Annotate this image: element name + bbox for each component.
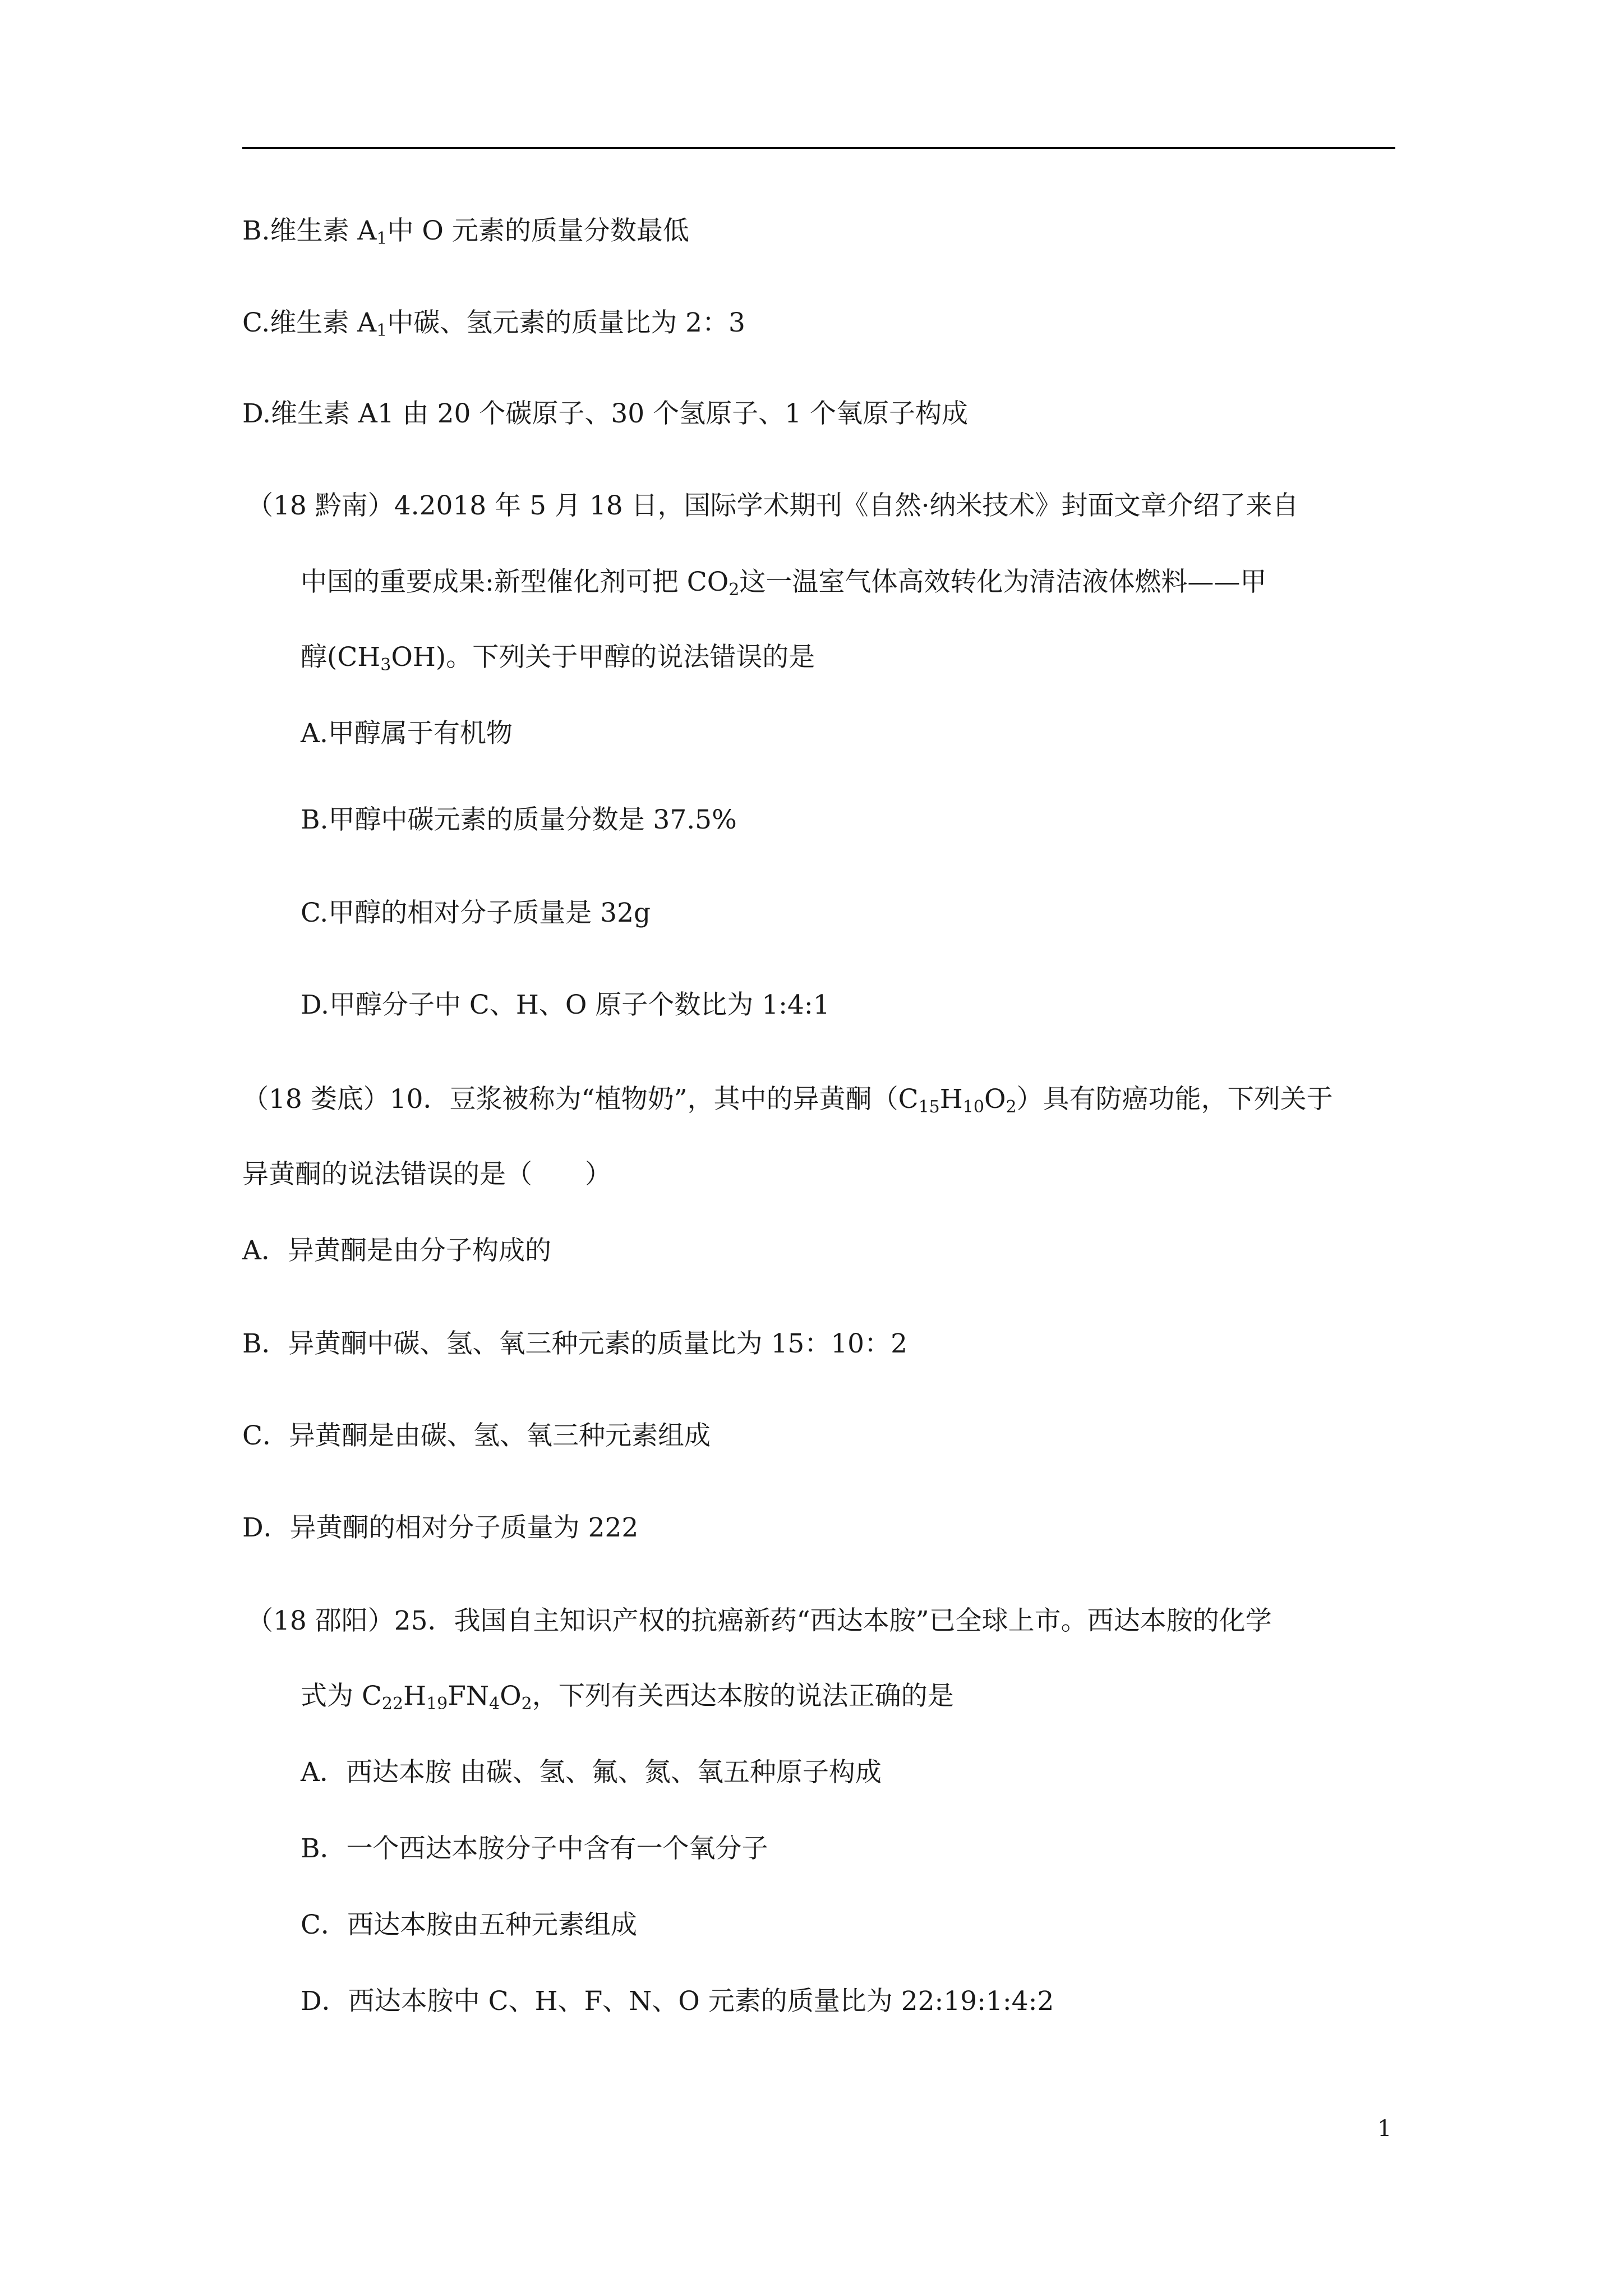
qiannan-option-c: C.甲醇的相对分子质量是 32g xyxy=(301,898,651,928)
prev-option-d: D.维生素 A1 由 20 个碳原子、30 个氢原子、1 个氧原子构成 xyxy=(242,398,968,429)
shaoyang-option-a: A．西达本胺 由碳、氢、氟、氮、氧五种原子构成 xyxy=(301,1757,882,1788)
prev-option-c: C.维生素 $A_1$中碳、氢元素的质量比为 2：3 xyxy=(242,307,745,341)
loudi-option-c: C．异黄酮是由碳、氢、氧三种元素组成 xyxy=(242,1420,711,1451)
shaoyang-option-d: D．西达本胺中 C、H、F、N、O 元素的质量比为 22:19:1:4:2 xyxy=(301,1986,1054,2017)
qiannan-stem-line3: 醇$(CH_3OH)$。下列关于甲醇的说法错误的是 xyxy=(301,642,815,675)
shaoyang-stem-line1: （18 邵阳）25．我国自主知识产权的抗癌新药“西达本胺”已全球上市。西达本胺的化学 xyxy=(247,1605,1272,1636)
qiannan-stem-line2: 中国的重要成果:新型催化剂可把 $CO_2$这一温室气体高效转化为清洁液体燃料——甲 xyxy=(301,567,1267,600)
loudi-option-b: B．异黄酮中碳、氢、氧三种元素的质量比为 15：10：2 xyxy=(242,1328,907,1359)
qiannan-stem-line1: （18 黔南）4.2018 年 5 月 18 日，国际学术期刊《自然·纳米技术》封面文章介绍了来自 xyxy=(247,490,1299,521)
shaoyang-stem-line2: 式为 $C_{22}H_{19}FN_4O_2$，下列有关西达本胺的说法正确的是 xyxy=(301,1681,954,1714)
shaoyang-option-b: B．一个西达本胺分子中含有一个氧分子 xyxy=(301,1833,768,1864)
loudi-option-d: D．异黄酮的相对分子质量为 222 xyxy=(242,1512,639,1543)
loudi-stem-line1: （18 娄底）10．豆浆被称为“植物奶”，其中的异黄酮$(C_{15}H_{10}O_2)$具有防癌功能，下列关于 xyxy=(242,1084,1333,1117)
shaoyang-option-c: C．西达本胺由五种元素组成 xyxy=(301,1910,637,1940)
page-number: 1 xyxy=(1377,2116,1392,2142)
loudi-option-a: A．异黄酮是由分子构成的 xyxy=(242,1235,551,1266)
header-rule xyxy=(242,147,1395,149)
prev-option-b: B.维生素 $A_1$中 O 元素的质量分数最低 xyxy=(242,215,689,249)
loudi-stem-line2: 异黄酮的说法错误的是（ ） xyxy=(242,1159,611,1190)
qiannan-option-a: A.甲醇属于有机物 xyxy=(301,718,513,749)
qiannan-option-b: B.甲醇中碳元素的质量分数是 37.5% xyxy=(301,804,737,835)
qiannan-option-d: D.甲醇分子中 C、H、O 原子个数比为 1:4:1 xyxy=(301,990,830,1020)
